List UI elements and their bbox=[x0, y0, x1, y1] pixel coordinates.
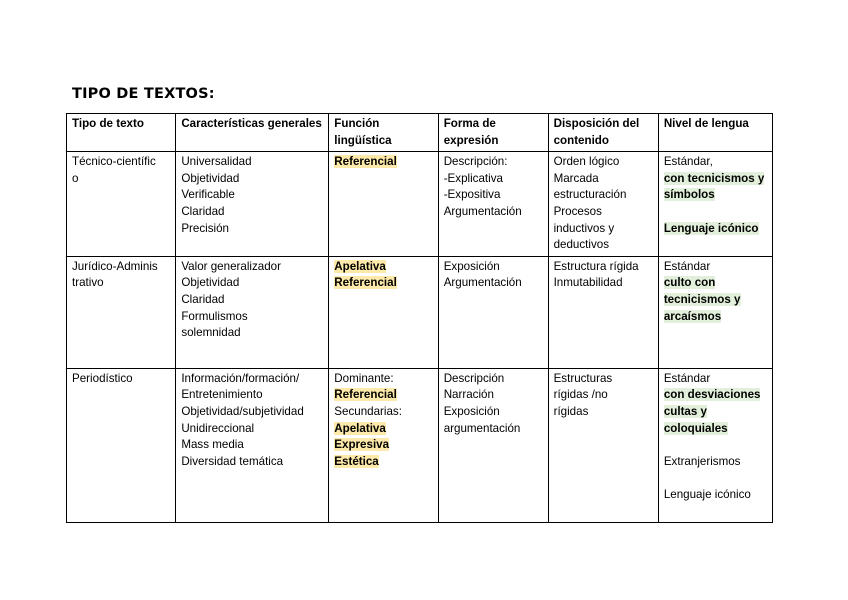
highlighted-level: con tecnicismos y símbolos bbox=[663, 171, 765, 202]
dominant-label: Dominante: bbox=[334, 371, 394, 385]
highlighted-function: Estética bbox=[334, 454, 379, 468]
cell-text: Información/formación/ bbox=[181, 371, 300, 385]
highlighted-function: Apelativa bbox=[334, 421, 386, 435]
cell-text: Diversidad temática bbox=[181, 454, 284, 468]
header-forma: Forma de expresión bbox=[438, 114, 548, 152]
cell-text: Claridad bbox=[181, 292, 225, 306]
cell-text: Técnico-científic bbox=[72, 155, 156, 169]
cell-text: Unidireccional bbox=[181, 421, 255, 435]
secondary-label: Secundarias: bbox=[334, 404, 402, 418]
table-header-row bbox=[67, 114, 773, 152]
table-row bbox=[67, 152, 773, 257]
highlighted-level: Lenguaje icónico bbox=[663, 221, 759, 235]
cell-funcion bbox=[329, 152, 438, 257]
cell-text: Argumentación bbox=[443, 204, 522, 218]
cell-text: Formulismos solemnidad bbox=[181, 309, 248, 340]
cell-text: Estándar bbox=[663, 371, 711, 385]
cell-caracteristicas bbox=[176, 368, 329, 522]
header-caracteristicas: Características generales bbox=[176, 114, 329, 152]
cell-text: Exposición bbox=[443, 404, 500, 418]
cell-text: Inmutabilidad bbox=[553, 276, 623, 290]
cell-disposicion bbox=[548, 256, 658, 368]
cell-text: Marcada estructuración bbox=[553, 171, 627, 202]
cell-text: Estructura rígida bbox=[553, 259, 639, 273]
cell-text: Universalidad bbox=[181, 155, 252, 169]
cell-text: Jurídico-Adminis bbox=[72, 259, 158, 273]
cell-text: Narración bbox=[443, 388, 494, 402]
text-types-table bbox=[66, 113, 773, 523]
cell-caracteristicas bbox=[176, 152, 329, 257]
cell-disposicion bbox=[548, 152, 658, 257]
highlighted-function: Referencial bbox=[334, 388, 397, 402]
header-funcion: Función lingüística bbox=[329, 114, 438, 152]
spacer bbox=[664, 204, 768, 221]
cell-text: Lenguaje icónico bbox=[663, 487, 751, 501]
cell-text: Descripción: bbox=[443, 155, 508, 169]
cell-text: o bbox=[72, 171, 79, 185]
cell-text: Estándar bbox=[663, 259, 711, 273]
cell-text: Precisión bbox=[181, 221, 229, 235]
cell-text: Descripción bbox=[443, 371, 505, 385]
cell-nivel bbox=[658, 256, 772, 368]
spacer bbox=[664, 470, 768, 487]
cell-tipo bbox=[67, 256, 176, 368]
cell-text: Mass media bbox=[181, 438, 244, 452]
cell-text: Estructuras rígidas /no rígidas bbox=[553, 371, 613, 418]
cell-text: Procesos inductivos y deductivos bbox=[553, 204, 615, 252]
header-nivel: Nivel de lengua bbox=[658, 114, 772, 152]
highlighted-level: con desviaciones cultas y coloquiales bbox=[663, 388, 761, 435]
cell-text: Extranjerismos bbox=[663, 454, 741, 468]
cell-text: argumentación bbox=[443, 421, 521, 435]
cell-text: Argumentación bbox=[443, 276, 522, 290]
cell-forma bbox=[438, 368, 548, 522]
highlighted-function: Expresiva bbox=[334, 438, 390, 452]
cell-forma bbox=[438, 256, 548, 368]
table-row bbox=[67, 256, 773, 368]
cell-text: Orden lógico bbox=[553, 155, 620, 169]
cell-text: Entretenimiento bbox=[181, 388, 263, 402]
cell-text: Exposición bbox=[443, 259, 500, 273]
highlighted-function: Apelativa bbox=[334, 259, 386, 273]
header-disposicion: Disposición del contenido bbox=[548, 114, 658, 152]
table-row bbox=[67, 368, 773, 522]
header-tipo: Tipo de texto bbox=[67, 114, 176, 152]
cell-text: -Expositiva bbox=[443, 188, 501, 202]
cell-text: Valor generalizador bbox=[181, 259, 281, 273]
cell-disposicion bbox=[548, 368, 658, 522]
cell-nivel bbox=[658, 152, 772, 257]
cell-text: Estándar, bbox=[663, 155, 713, 169]
cell-text: Objetividad/subjetividad bbox=[181, 404, 304, 418]
cell-tipo bbox=[67, 152, 176, 257]
cell-text: Periodístico bbox=[72, 371, 133, 385]
cell-text: Verificable bbox=[181, 188, 235, 202]
cell-caracteristicas bbox=[176, 256, 329, 368]
cell-text: -Explicativa bbox=[443, 171, 503, 185]
cell-text: Claridad bbox=[181, 204, 225, 218]
spacer bbox=[664, 437, 768, 454]
cell-forma bbox=[438, 152, 548, 257]
cell-text: trativo bbox=[72, 276, 104, 290]
cell-text: Objetividad bbox=[181, 171, 240, 185]
cell-funcion bbox=[329, 256, 438, 368]
highlighted-function: Referencial bbox=[334, 155, 397, 169]
page-title: TIPO DE TEXTOS: bbox=[72, 86, 215, 102]
highlighted-level: culto con tecnicismos y arcaísmos bbox=[663, 276, 741, 323]
cell-nivel bbox=[658, 368, 772, 522]
cell-text: Objetividad bbox=[181, 276, 240, 290]
highlighted-function: Referencial bbox=[334, 276, 397, 290]
cell-funcion bbox=[329, 368, 438, 522]
cell-tipo bbox=[67, 368, 176, 522]
